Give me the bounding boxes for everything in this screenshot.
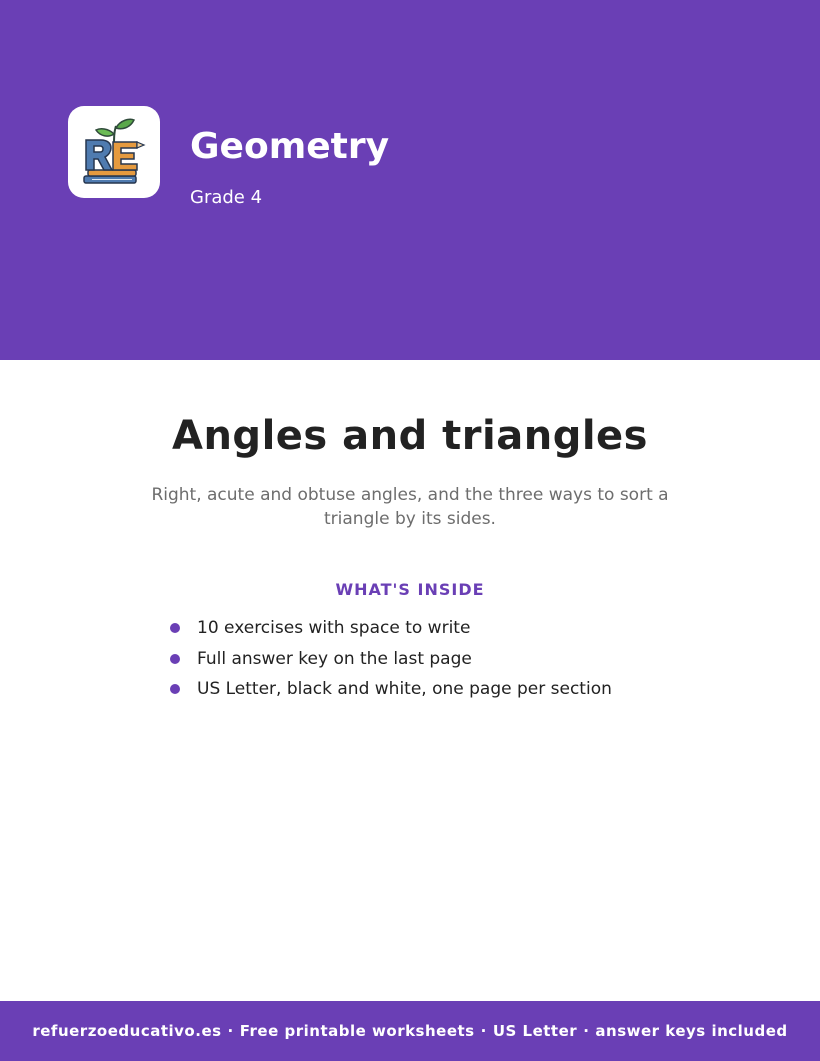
footer-text [0,1021,820,1041]
footer-separator: · [480,1022,487,1040]
bullet-icon [170,654,180,664]
page-title: Angles and triangles [172,413,648,459]
footer-paper-size: US Letter [492,1022,578,1040]
footer-separator: · [583,1022,590,1040]
footer-separator: · [227,1022,234,1040]
footer-band [0,1001,820,1061]
bullet-icon [170,684,180,694]
grade-label: Grade 4 [190,187,263,208]
subject-title: Geometry [190,126,390,167]
footer-answer-keys: answer keys included [595,1022,788,1040]
header-band [0,0,820,360]
list-item-label: US Letter, black and white, one page per section [197,679,612,699]
logo [68,106,160,198]
whats-inside-list [168,616,612,708]
re-books-plant-logo-icon [80,116,148,188]
footer-worksheets: Free printable worksheets [239,1022,475,1040]
whats-inside-heading: WHAT'S INSIDE [335,580,485,599]
list-item-label: Full answer key on the last page [197,648,472,669]
page-description: Right, acute and obtuse angles, and the three ways to sort a triangle by its sides. [151,485,669,529]
list-item-label: 10 exercises with space to write [197,618,471,638]
bullet-icon [170,623,180,633]
list-item [168,677,612,708]
list-item [168,647,612,678]
list-item [168,616,612,647]
footer-site: refuerzoeducativo.es [32,1022,222,1040]
